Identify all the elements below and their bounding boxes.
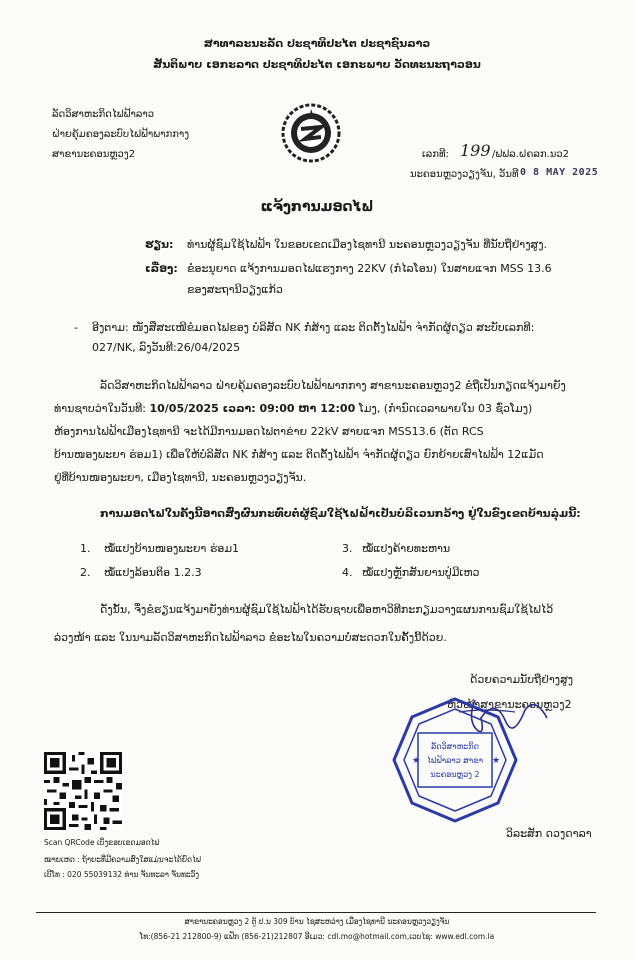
subject-text-line2: ຂອງສະຖານີວຽງແກ້ວ xyxy=(187,283,283,296)
village-name: ໝໍ້ແປງບ້ານໜອງພະຍາ ຮ່ອມ1 xyxy=(104,542,240,555)
national-header-line2: ສັນຕິພາບ ເອກະລາດ ປະຊາທິປະໄຕ ເອກະພາບ ວັດທະນະຖາວອນ xyxy=(153,58,481,71)
footer-divider xyxy=(36,912,596,913)
svg-text:★: ★ xyxy=(492,756,501,766)
svg-text:ລັດວິສາຫະກິດ: ລັດວິສາຫະກິດ xyxy=(431,742,479,751)
footer-contacts: ໂທ:(856-21 212800-9) ແຟັກ (856-21)212807 ອີເມວ: cdl.mo@hotmail.com,ເວບໄຊ: www.edl.com.la xyxy=(139,932,495,941)
to-label: ຮຽນ: xyxy=(145,238,174,251)
ref-number-suffix: /ຟຟລ.ຝຄລກ.ນວ2 xyxy=(492,149,569,160)
village-item-2 xyxy=(80,565,202,580)
village-num: 2. xyxy=(80,566,91,579)
to-text: ທ່ານຜູ້ຊົມໃຊ້ໄຟຟ້າ ໃນຂອບເຂດເມືອງໄຊທານີ ນະຄອນຫຼວງວຽງຈັນ ທີ່ນັບຖືຢ່າງສູງ. xyxy=(187,238,548,251)
ref-number-value: 199 xyxy=(460,141,491,160)
footer-address: ສາຂານະຄອນຫຼວງ 2 ຕູ້ ປ.ນ 309 ບ້ານ ໄຊສະຫວ່າງ ເມືອງໄຊທານີ ນະຄອນຫຼວງວຽງຈັນ xyxy=(184,917,450,926)
org-name: ລັດວິສາຫະກິດໄຟຟ້າລາວ xyxy=(52,109,155,120)
qr-scan-label: Scan QRCode ເບິ່ງຂອບເຂດມອດໄຟ xyxy=(44,838,160,847)
date-stamp: 0 8 MAY 2025 xyxy=(520,167,599,178)
closing-line2: ລ່ວງໜ້າ ແລະ ໃນນາມລັດວິສາຫະກິດໄຟຟ້າລາວ ຂໍອະໄພໃນຄວາມບໍ່ສະດວກໃນຄັ້ງນີ້ດ້ວຍ. xyxy=(54,631,447,644)
subject-text-line1: ຂໍອະນຸຍາດ ແຈ້ງການມອດໄຟແຮງກາງ 22KV (ກໍໄລໂອນ) ໃນສາຍແຈກ MSS 13.6 xyxy=(187,262,552,275)
edl-logo xyxy=(281,103,341,163)
ref-number-label: ເລກທີ: xyxy=(422,149,449,160)
body-p1-line4: ບ້ານໜອງພະຍາ ຮ່ອມ1) ເພື່ອໃຫ້ບໍລິສັດ NK ກໍ່ສ້າງ ແລະ ຕິດຕັ້ງໄຟຟ້າ ຈຳກັດຜູ້ດຽວ ຍົກຍ້າຍເສົາໄຟຟ້າ 12ແມັດ xyxy=(54,448,544,461)
signer-position: ຫົວໜ້າສາຂານະຄອນຫຼວງ2 xyxy=(447,698,572,711)
body-p2: ການມອດໄຟໃນຄັ້ງນີ້ອາດສົ່ງຜົນກະທົບຕໍ່ຜູ້ຊົມໃຊ້ໄຟຟ້າເປັນບໍລິເວນກວ້າງ ຢູ່ໃນຂົງເຂດບ້ານລຸ່ມນີ້: xyxy=(100,507,581,520)
official-stamp xyxy=(390,695,520,825)
subject-label: ເລື່ອງ: xyxy=(145,262,178,275)
body-p1-line1: ລັດວິສາຫະກິດໄຟຟ້າລາວ ຝ່າຍຄຸ້ມຄອງລະບົບໄຟຟ້າພາກກາງ ສາຂານະຄອນຫຼວງ2 ຂໍຖືເປັນກຽດແຈ້ງມາຍັງ xyxy=(100,379,566,392)
svg-text:ໄຟຟ້າລາວ ສາຂາ: ໄຟຟ້າລາວ ສາຂາ xyxy=(426,756,484,765)
village-num: 4. xyxy=(342,566,353,579)
svg-text:★: ★ xyxy=(412,756,421,766)
village-num: 1. xyxy=(80,542,91,555)
qr-contact-phone: ເບີໂທ : 020 55039132 ທ່ານ ຈັນທະລາ ຈັນທະວົງ xyxy=(44,870,199,879)
closing-line1: ດັ່ງນັ້ນ, ຈຶ່ງຂໍຮຽນແຈ້ງມາຍັງທ່ານຜູ້ຊົມໃຊ້ໄຟຟ້າໄດ້ຮັບຊາບເພື່ອຫາວິທີກະກຽມວາງແຜນການຊົມໃຊ້ໄຟໄວ້ xyxy=(100,603,554,616)
qr-contact-note: ໝາຍເຫດ : ຖ້າຍະທີ່ມີຄວາມສົງໃສແມ່ນຈະໄດ້ຍົດໄຟ xyxy=(44,855,201,864)
signer-name: ວິລະສັກ ດວງດາລາ xyxy=(506,827,592,840)
village-item-1 xyxy=(80,541,239,556)
village-name: ໝໍ້ແປງລ້ອນຕິອ 1.2.3 xyxy=(104,566,202,579)
village-num: 3. xyxy=(342,542,353,555)
body-p1-line2 xyxy=(54,401,532,416)
reference-text-line2: 027/NK, ລົງວັນທີ:26/04/2025 xyxy=(92,341,241,354)
body-p1-date-time: 10/05/2025 ເວລາ: 09:00 ຫາ 12:00 xyxy=(149,402,356,415)
document-title: ແຈ້ງການມອດໄຟ xyxy=(260,199,374,215)
regards-text: ດ້ວຍຄວາມນັບຖືຢ່າງສູງ xyxy=(470,673,574,686)
village-name: ໝໍ້ແປງຄ້າຍທະຫານ xyxy=(362,542,451,555)
qr-code[interactable] xyxy=(44,752,122,830)
village-item-3 xyxy=(342,541,450,556)
org-branch: ສາຂານະຄອນຫຼວງ2 xyxy=(52,149,136,160)
body-p1-line3: ຫ້ອງການໄຟຟ້າເມືອງໄຊທານີ ຈະໄດ້ມີການມອດໄຟຕາຂ່າຍ 22kV ສາຍແຈກ MSS13.6 (ຕັດ RCS xyxy=(54,425,484,438)
svg-text:ນະຄອນຫຼວງ 2: ນະຄອນຫຼວງ 2 xyxy=(430,770,480,779)
body-p1-line5: ຢູ່ທີ່ບ້ານໜອງພະຍາ, ເມືອງໄຊທານີ, ນະຄອນຫຼວງວຽງຈັນ. xyxy=(54,471,307,484)
place-date-label: ນະຄອນຫຼວງວຽງຈັນ, ວັນທີ xyxy=(410,169,519,180)
national-header-line1: ສາທາລະນະລັດ ປະຊາທິປະໄຕ ປະຊາຊົນລາວ xyxy=(203,37,431,50)
reference-text-line1: ອີງຕາມ: ໜັງສືສະເໜີຂໍມອດໄຟຂອງ ບໍລິສັດ NK ກໍ່ສ້າງ ແລະ ຕິດຕັ້ງໄຟຟ້າ ຈຳກັດຜູ້ດຽວ ສະບັບເລກທີ: xyxy=(92,321,535,334)
village-name: ໝໍ້ແປງຫຼັກສັນຍານປູ່ມີເຫວ xyxy=(362,566,480,579)
org-department: ຝ່າຍຄຸ້ມຄອງລະບົບໄຟຟ້າພາກກາງ xyxy=(52,129,190,140)
body-p1-line2-end: ໂມງ, (ກໍານົດເວລາພາຍໃນ 03 ຊົ່ວໂມງ) xyxy=(355,402,533,415)
village-item-4 xyxy=(342,565,480,580)
body-p1-line2-start: ທ່ານຊາບວ່າໃນວັນທີ: xyxy=(54,402,150,415)
reference-bullet: - xyxy=(74,321,78,334)
